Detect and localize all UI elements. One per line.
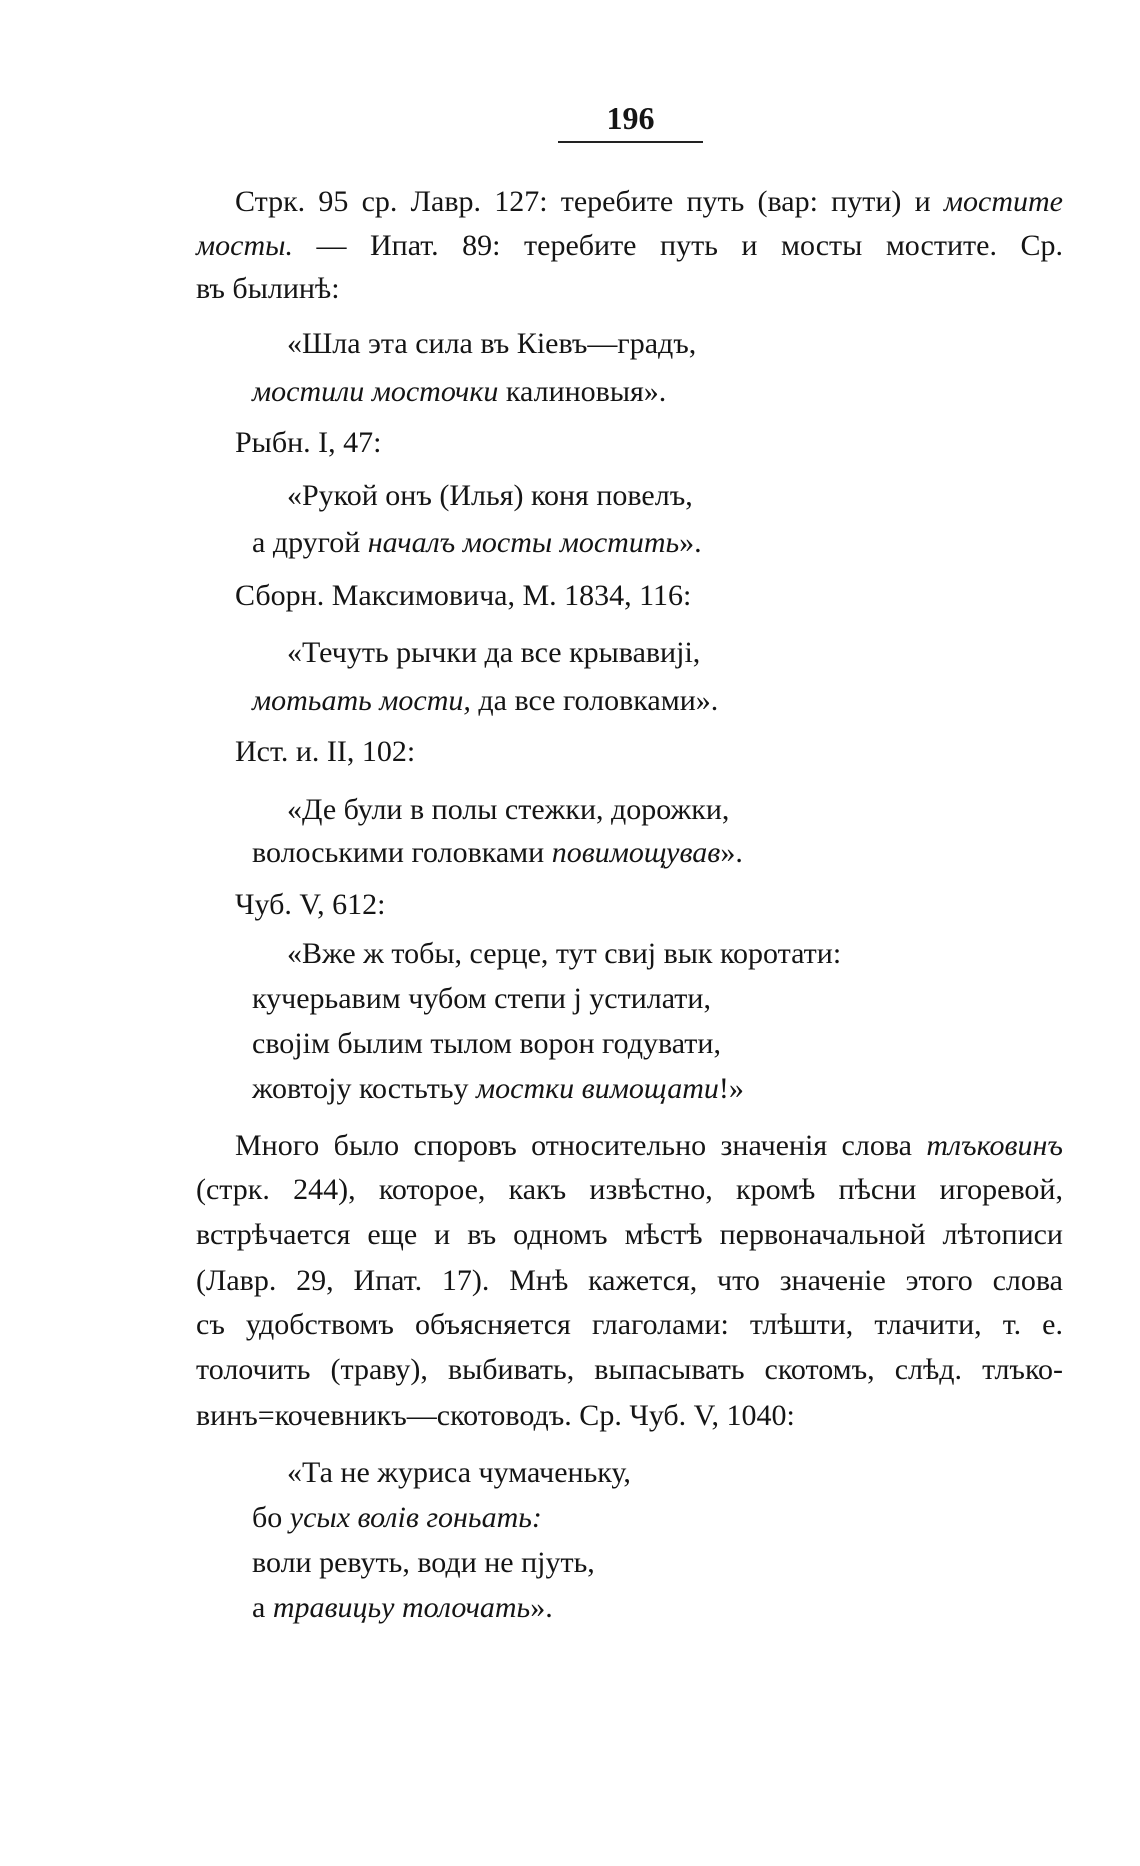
paragraph-line: толочить (траву), выбивать, выпасывать скотомъ, слѣд. тлъко- xyxy=(196,1353,1063,1386)
quote-line: воли ревуть, води не пjуть, xyxy=(252,1546,595,1579)
source-citation-1: Рыбн. I, 47: xyxy=(235,426,382,459)
page-number-rule xyxy=(558,141,703,143)
quote-line xyxy=(252,1496,542,1540)
text-run: калиновыя». xyxy=(498,375,667,408)
quote-line: «Та не журиса чумаченьку, xyxy=(287,1456,631,1489)
italic-text: мосты. xyxy=(196,229,293,262)
text-run: ». xyxy=(720,836,743,869)
italic-text: усых волів гоньать: xyxy=(289,1501,542,1534)
quote-line: «Течуть рычки да все крывавиjі, xyxy=(287,636,701,669)
text-run: да все головками». xyxy=(470,684,719,717)
text-run: жовтоjу костьтьу xyxy=(252,1072,477,1105)
quote-line xyxy=(252,831,743,875)
paragraph-line: въ былинѣ: xyxy=(196,272,340,305)
quote-line: кучерьавим чубом степи j устилати, xyxy=(252,982,711,1015)
paragraph-line: (Лавр. 29, Ипат. 17). Мнѣ кажется, что значеніе этого слова xyxy=(196,1264,1063,1297)
paragraph-line: (стрк. 244), которое, какъ извѣстно, кромѣ пѣсни игоревой, xyxy=(196,1173,1063,1206)
paragraph-line xyxy=(235,180,1063,224)
quote-line: «Шла эта сила въ Кіевъ—градъ, xyxy=(287,327,697,360)
quote-line xyxy=(252,679,718,723)
text-run: — Ипат. 89: теребите путь и мосты мостите. Ср. xyxy=(292,229,1063,262)
paragraph-line: встрѣчается еще и въ одномъ мѣстѣ первоначальной лѣтописи xyxy=(196,1218,1063,1251)
italic-text: мостки вимощати xyxy=(476,1072,719,1105)
italic-text: тлъковинъ xyxy=(926,1129,1063,1162)
quote-line xyxy=(252,521,702,565)
text-run: Стрк. 95 ср. Лавр. 127: теребите путь (вар: пути) и xyxy=(235,185,944,218)
text-run: бо xyxy=(252,1501,290,1534)
text-run: ». xyxy=(679,526,702,559)
text-run: а xyxy=(252,1591,273,1624)
quote-line xyxy=(252,1067,744,1111)
italic-text: повимощував xyxy=(551,836,721,869)
source-citation-4: Чуб. V, 612: xyxy=(235,888,386,921)
paragraph-line xyxy=(196,224,1063,268)
source-citation-3: Ист. и. II, 102: xyxy=(235,735,416,768)
quote-line xyxy=(252,1586,553,1630)
text-run: !» xyxy=(718,1072,744,1105)
italic-text: травицьу толочать xyxy=(272,1591,531,1624)
quote-line: своjім былим тылом ворон годувати, xyxy=(252,1027,721,1060)
source-citation-2: Сборн. Максимовича, М. 1834, 116: xyxy=(235,579,692,612)
text-run: волоськими головками xyxy=(252,836,552,869)
italic-text: мостили мосточки xyxy=(252,375,499,408)
paragraph-line: винъ=кочевникъ—скотоводъ. Ср. Чуб. V, 1040: xyxy=(196,1399,795,1432)
quote-line: «Рукой онъ (Илья) коня повелъ, xyxy=(287,479,693,512)
text-run: ». xyxy=(530,1591,553,1624)
text-run: Много было споровъ относительно значенія слова xyxy=(235,1129,927,1162)
italic-text: началъ мосты мостить xyxy=(367,526,680,559)
italic-text: мотьать мости, xyxy=(252,684,471,717)
quote-line: «Де були в полы стежки, дорожки, xyxy=(287,793,730,826)
quote-line: «Вже ж тобы, серце, тут свиj вык коротати: xyxy=(287,937,842,970)
italic-text: мостите xyxy=(943,185,1063,218)
quote-line xyxy=(252,370,666,414)
paragraph-line: съ удобствомъ объясняется глаголами: тлѣшти, тлачити, т. е. xyxy=(196,1308,1063,1341)
paragraph-line xyxy=(235,1124,1063,1168)
text-run: а другой xyxy=(252,526,368,559)
page-number: 196 xyxy=(606,100,655,136)
